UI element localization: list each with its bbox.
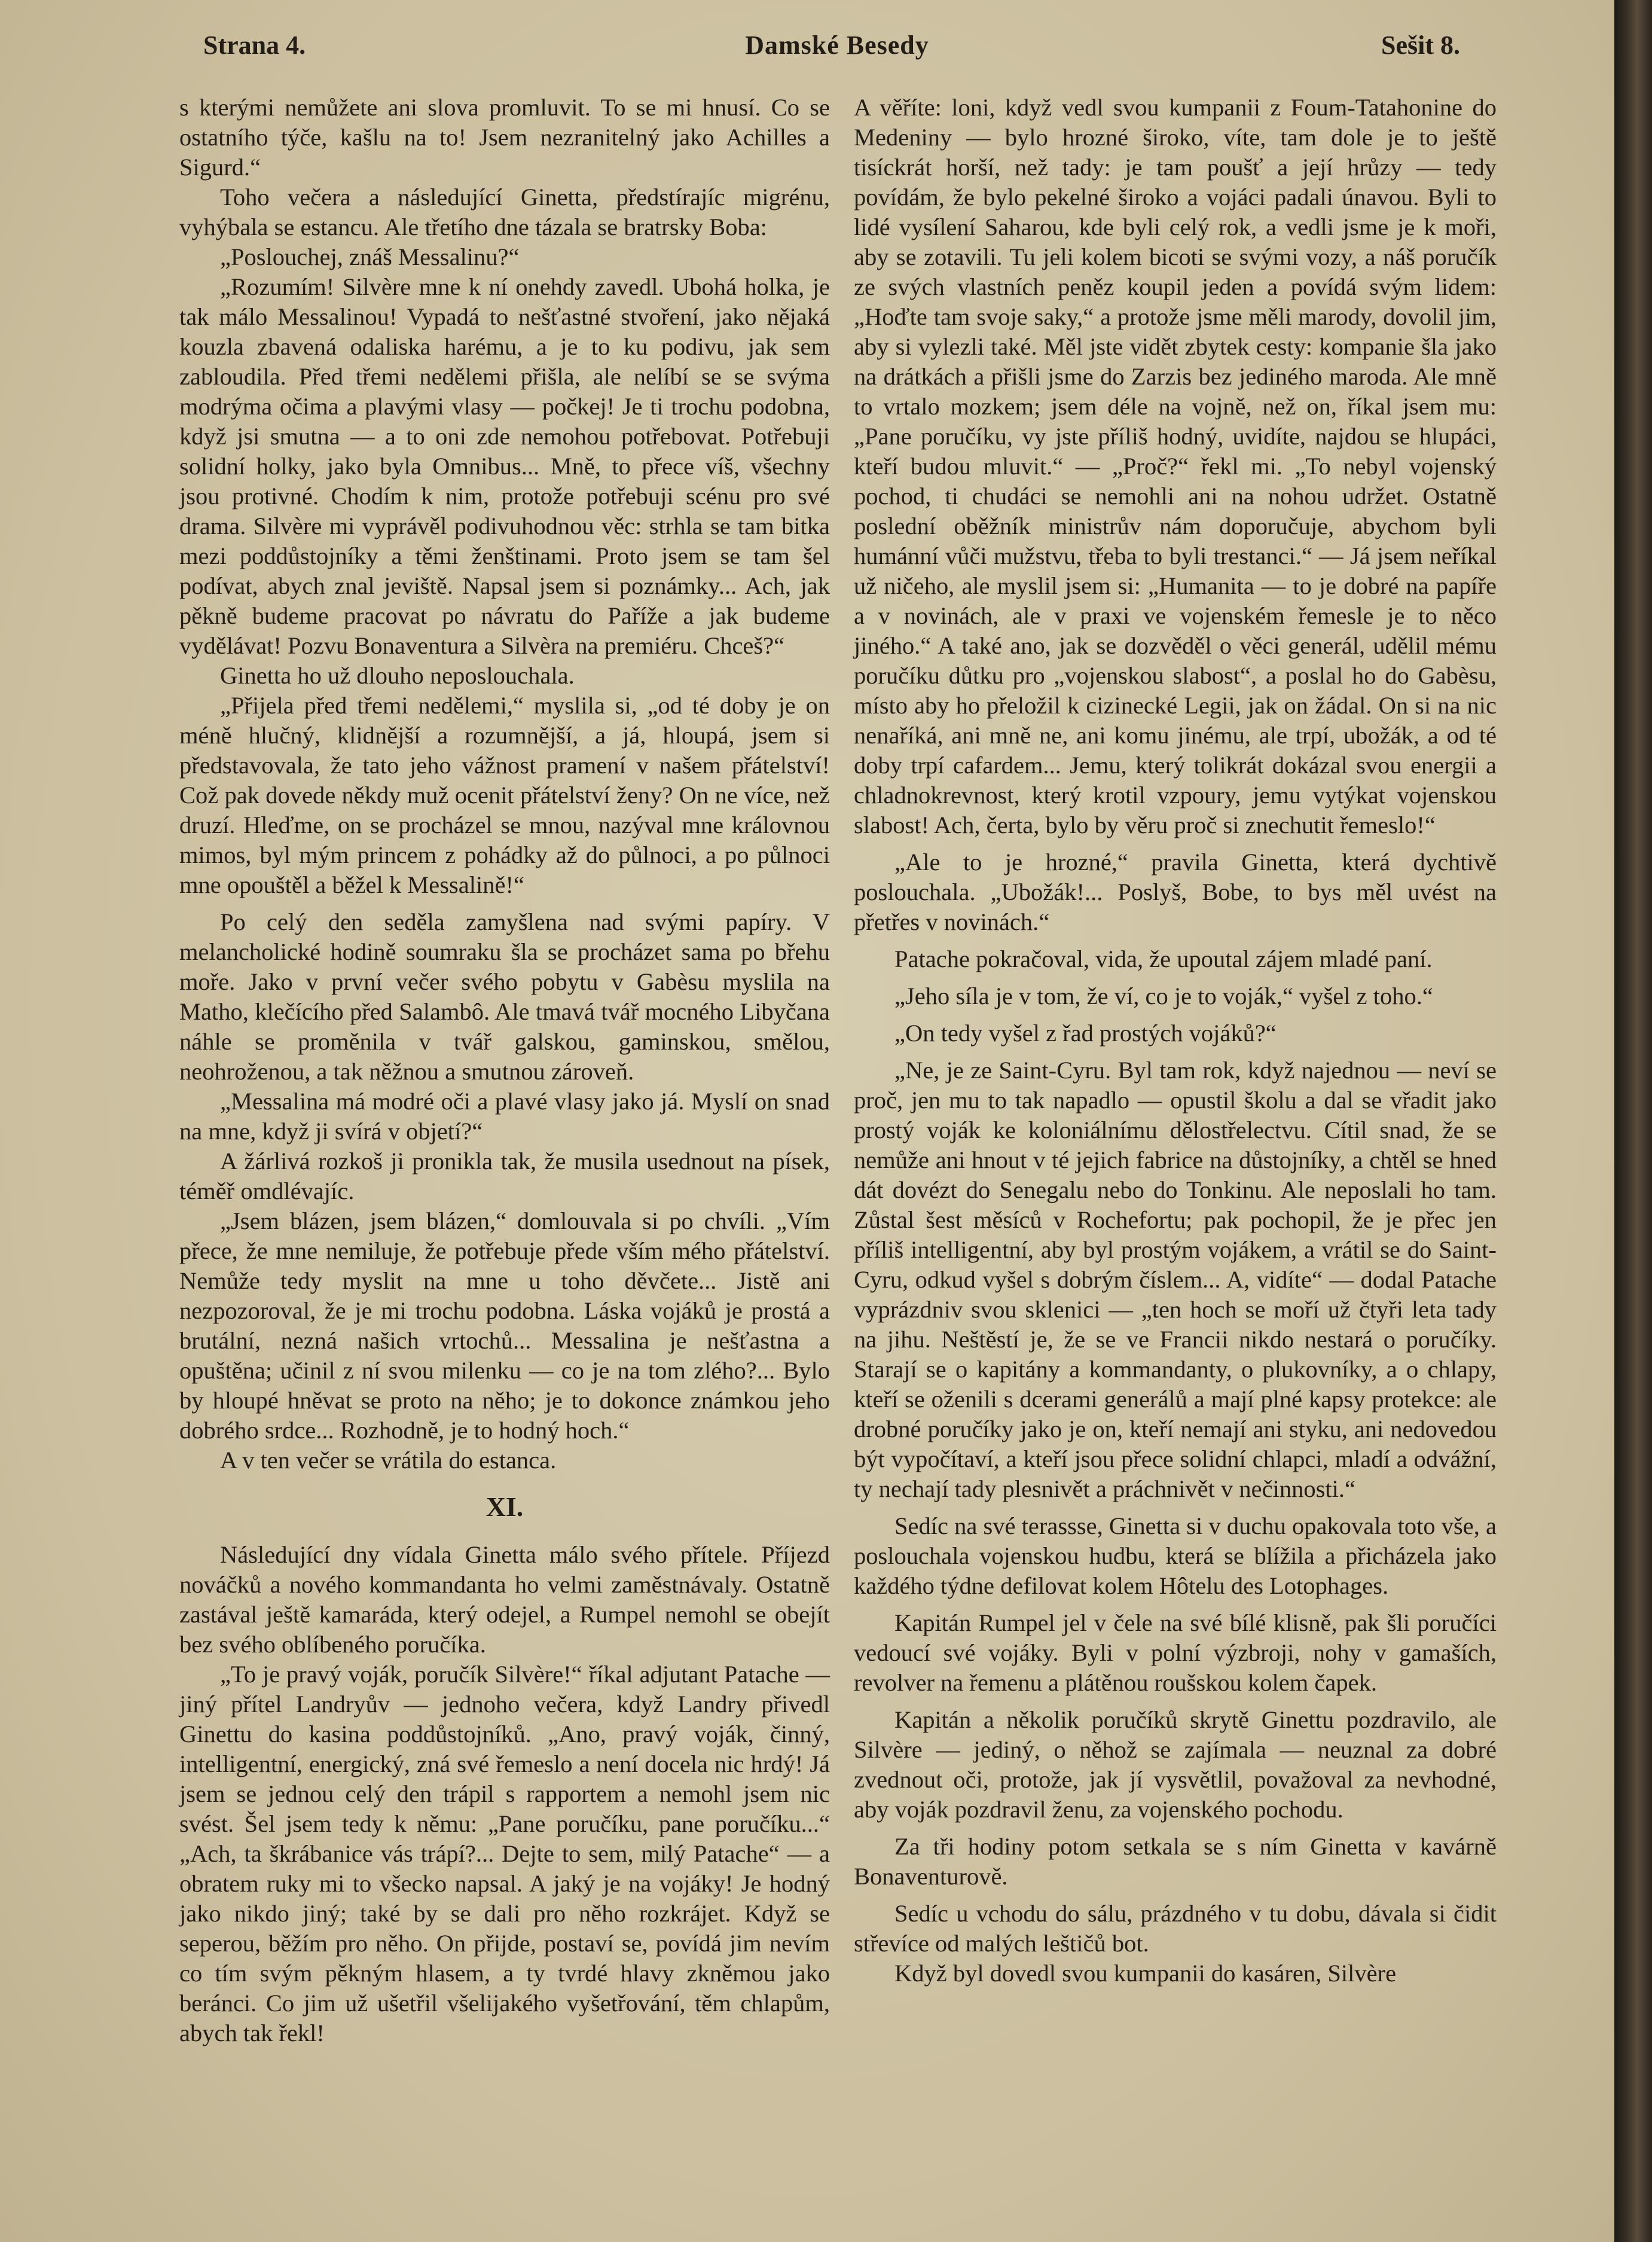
paragraph: Následující dny vídala Ginetta málo svého přítele. Příjezd nováčků a nového kommandanta ho velmi zaměstnávaly. Ostatně zastával ještě kamaráda, který odejel, a Rumpel nemohl se obejít bez svého oblíbeného poručíka. [179, 1541, 830, 1658]
paragraph: Sedíc u vchodu do sálu, prázdného v tu dobu, dávala si čidit střevíce od malých leštičů bot. [854, 1900, 1497, 1957]
paragraph: „Messalina má modré oči a plavé vlasy jako já. Myslí on snad na mne, když ji svírá v objetí?“ [179, 1088, 830, 1145]
paragraph: „Rozumím! Silvère mne k ní onehdy zavedl. Ubohá holka, je tak málo Messalinou! Vypadá to nešťastné stvoření, jako nějaká kouzla zbavená odaliska harému, a je to ku podivu, jak sem zabloudila. Před třemi nedělemi přišla, ale nelíbí se se svýma modrýma očima a plavými vlasy — počkej! Je ti trochu podobna, když jsi smutna — a to oni zde nemohou potřebovat. Potřebuji solidní holky, jako byla Omnibus... Mně, to přece víš, všechny jsou protivné. Chodím k nim, protože potřebuji scénu pro své drama. Silvère mi vyprávěl podivuhodnou věc: strhla se tam bitka mezi poddůstojníky a těmi ženštinami. Proto jsem se tam šel podívat, abych znal jeviště. Napsal jsem si poznámky... Ach, jak pěkně budeme pracovat po návratu do Paříže a jak budeme vydělávat! Pozvu Bonaventura a Silvèra na premiéru. Chceš?“ [179, 273, 830, 659]
paragraph: „Ne, je ze Saint-Cyru. Byl tam rok, když najednou — neví se proč, jen mu to tak napadlo — opustil školu a dal se vřadit jako prostý voják ke koloniálnímu dělostřelectvu. Cítil snad, že se nemůže ani hnout v té jejich fabrice na důstojníky, a chtěl se hned dát dovézt do Senegalu nebo do Tonkinu. Ale neposlali ho tam. Zůstal šest měsíců v Rochefortu; pak pochopil, že je přec jen příliš intelligentní, aby byl prostým vojákem, a vrátil se do Saint-Cyru, odkud vyšel s dobrým číslem... A, vidíte“ — dodal Patache vyprázdniv svou sklenici — „ten hoch se moří už čtyři leta tady na jihu. Neštěstí je, že se ve Francii nikdo nestará o poručíky. Starají se o kapitány a kommandanty, o plukovníky, a o chlapy, kteří se oženili s dcerami generálů a mají plné kapsy protekce: ale drobné poručíky jako je on, kteří nemají ani styku, ani nedovedou být vypočítaví, a kteří jsou přece solidní chlapci, mladí a odvážní, ty nechají tady plesnivět a práchnivět v nečinnosti.“ [854, 1057, 1497, 1502]
paragraph: „Jeho síla je v tom, že ví, co je to voják,“ vyšel z toho.“ [894, 983, 1433, 1009]
paragraph: „To je pravý voják, poručík Silvère!“ říkal adjutant Patache — jiný přítel Landryův — jednoho večera, když Landry přivedl Ginettu do kasina poddůstojníků. „Ano, pravý voják, činný, intelligentní, energický, zná své řemeslo a není docela nic hrdý! Já jsem se jednou celý den trápil s rapportem a nemohl jsem nic svést. Šel jsem tedy k němu: „Pane poručíku, pane poručíku...“ „Ach, ta škrábanice vás trápí?... Dejte to sem, milý Patache“ — a obratem ruky mi to všecko napsal. A jaký je na vojáky! Je hodný jako nikdo jiný; také by se dali pro něho rozkrájet. Když se seperou, běžím pro něho. On přijde, postaví se, povídá jim nevím co tím svým pěkným hlasem, a ty tvrdé hlavy zkněmou jako beránci. Co jim už ušetřil všelijakého vyšetřování, těm chlapům, abych tak řekl! [179, 1661, 830, 2046]
paragraph: „Jsem blázen, jsem blázen,“ domlouvala si po chvíli. „Vím přece, že mne nemiluje, že potřebuje přede vším mého přátelství. Nemůže tedy myslit na mne u toho děvčete... Jistě ani nezpozoroval, že je mi trochu podobna. Láska vojáků je prostá a brutální, nezná našich vrtochů... Messalina je nešťastna a opuštěna; učinil z ní svou milenku — co je na tom zlého?... Bylo by hloupé hněvat se proto na něho; je to dokonce známkou jeho dobrého srdce... Rozhodně, je to hodný hoch.“ [179, 1207, 830, 1444]
paragraph: Za tři hodiny potom setkala se s ním Ginetta v kavárně Bonaventurově. [854, 1833, 1497, 1890]
paragraph: Po celý den seděla zamyšlena nad svými papíry. V melancholické hodině soumraku šla se procházet sama po břehu moře. Jako v první večer svého pobytu v Gabèsu myslila na Matho, klečícího před Salambô. Ale tmavá tvář mocného Libyčana náhle se proměnila v tvář galskou, gaminskou, smělou, neohroženou, a tak něžnou a smutnou zároveň. [179, 908, 830, 1085]
page-header [0, 24, 1614, 66]
paragraph: „Ale to je hrozné,“ pravila Ginetta, která dychtivě poslouchala. „Ubožák!... Poslyš, Bobe, to bys měl uvést na přetřes v novinách.“ [854, 849, 1497, 935]
paragraph: Když byl dovedl svou kumpanii do kasáren, Silvère [894, 1960, 1397, 1987]
chapter-heading: XI. [485, 1491, 524, 1522]
paragraph: Kapitán Rumpel jel v čele na své bílé klisně, pak šli poručíci vedoucí své vojáky. Byli v polní výzbroji, nohy v gamaších, revolver na řemenu a plátěnou roušskou kolem čapek. [854, 1609, 1497, 1696]
right-column [854, 93, 1497, 1988]
paragraph: s kterými nemůžete ani slova promluvit. To se mi hnusí. Co se ostatního týče, kašlu na to! Jsem nezranitelný jako Achilles a Sigurd.“ [179, 94, 830, 181]
issue-label: Sešit 8. [1381, 30, 1460, 60]
paragraph: Patache pokračoval, vida, že upoutal zájem mladé paní. [894, 945, 1433, 972]
paragraph: Toho večera a následující Ginetta, předstírajíc migrénu, vyhýbala se estancu. Ale třetího dne tázala se bratrsky Boba: [179, 184, 830, 240]
paragraph: Sedíc na své terassse, Ginetta si v duchu opakovala toto vše, a poslouchala vojenskou hudbu, která se blížila a přicházela jako každého týdne defilovat kolem Hôtelu des Lotophages. [854, 1512, 1497, 1599]
paragraph: A věříte: loni, když vedl svou kumpanii z Foum-Tatahonine do Medeniny — bylo hrozné široko, víte, tam dole je to ještě tisíckrát horší, než tady: je tam poušť a její hrůzy — tedy povídám, že bylo pekelné široko a vojáci padali únavou. Byli to lidé vysílení Saharou, kde byli celý rok, a vedli jsme je k moři, aby se zotavili. Tu jeli kolem bicoti se svými vozy, a náš poručík ze svých vlastních peněz koupil jeden a povídá svým lidem: „Hoďte tam svoje saky,“ a protože jsme měli marody, dovolil jim, aby si vylezli také. Měl jste vidět zbytek cesty: kompanie šla jako na drátkách a přišli jsme do Zarzis bez jediného maroda. Ale mně to vrtalo mozkem; jsem déle na vojně, než on, říkal jsem mu: „Pane poručíku, vy jste příliš hodný, uvidíte, najdou se hlupáci, kteří budou mluvit.“ — „Proč?“ řekl mi. „To nebyl vojenský pochod, ti chudáci se nemohli ani na nohou udržet. Ostatně poslední oběžník ministrův nám doporučuje, abychom byli humánní vůči mužstvu, třeba to byli trestanci.“ — Já jsem neříkal už ničeho, ale myslil jsem si: „Humanita — to je dobré na papíře a v novinách, ale v praxi ve vojenském řemesle je to něco jiného.“ A také ano, jak se dozvěděl o věci generál, udělil mému poručíku důtku pro „vojenskou slabost“, a poslal ho do Gabèsu, místo aby ho přeložil k cizinecké Legii, jak on žádal. On si na nic nenaříká, ani mně ne, ani komu jinému, ale trpí, ubožák, a od té doby trpí cafardem... Jemu, který tolikrát dokázal svou energii a chladnokrevnost, který krotil vzpoury, jemu vytýkat vojenskou slabost! Ach, čerta, bylo by věru proč si znechutit řemeslo!“ [854, 94, 1497, 838]
binding-edge [1614, 0, 1652, 2242]
magazine-title: Damské Besedy [745, 30, 929, 60]
left-column [179, 93, 830, 2048]
paragraph: „Poslouchej, znáš Messalinu?“ [220, 243, 520, 270]
paragraph: „On tedy vyšel z řad prostých vojáků?“ [894, 1020, 1277, 1047]
paragraph: „Přijela před třemi nedělemi,“ myslila si, „od té doby je on méně hlučný, klidnější a rozumnější, a já, hloupá, jsem si představovala, že tato jeho vážnost pramení v našem přátelství! Což pak dovede někdy muž ocenit přátelství ženy? On ne více, než druzí. Hleďme, on se procházel se mnou, nazýval mne královnou mimos, byl mým princem z pohádky až do půlnoci, a po půlnoci mne opouštěl a běžel k Messalině!“ [179, 692, 830, 898]
paragraph: Kapitán a několik poručíků skrytě Ginettu pozdravilo, ale Silvère — jediný, o něhož se zajímala — neuznal za dobré zvednout oči, protože, jak jí vysvětlil, považoval za nevhodné, aby voják pozdravil ženu, za vojenského pochodu. [854, 1706, 1497, 1823]
paragraph: A v ten večer se vrátila do estanca. [220, 1447, 557, 1474]
paragraph: A žárlivá rozkoš ji pronikla tak, že musila usednout na písek, téměř omdlévajíc. [179, 1148, 830, 1204]
page-number-label: Strana 4. [203, 30, 306, 60]
paragraph: Ginetta ho už dlouho neposlouchala. [220, 662, 575, 689]
